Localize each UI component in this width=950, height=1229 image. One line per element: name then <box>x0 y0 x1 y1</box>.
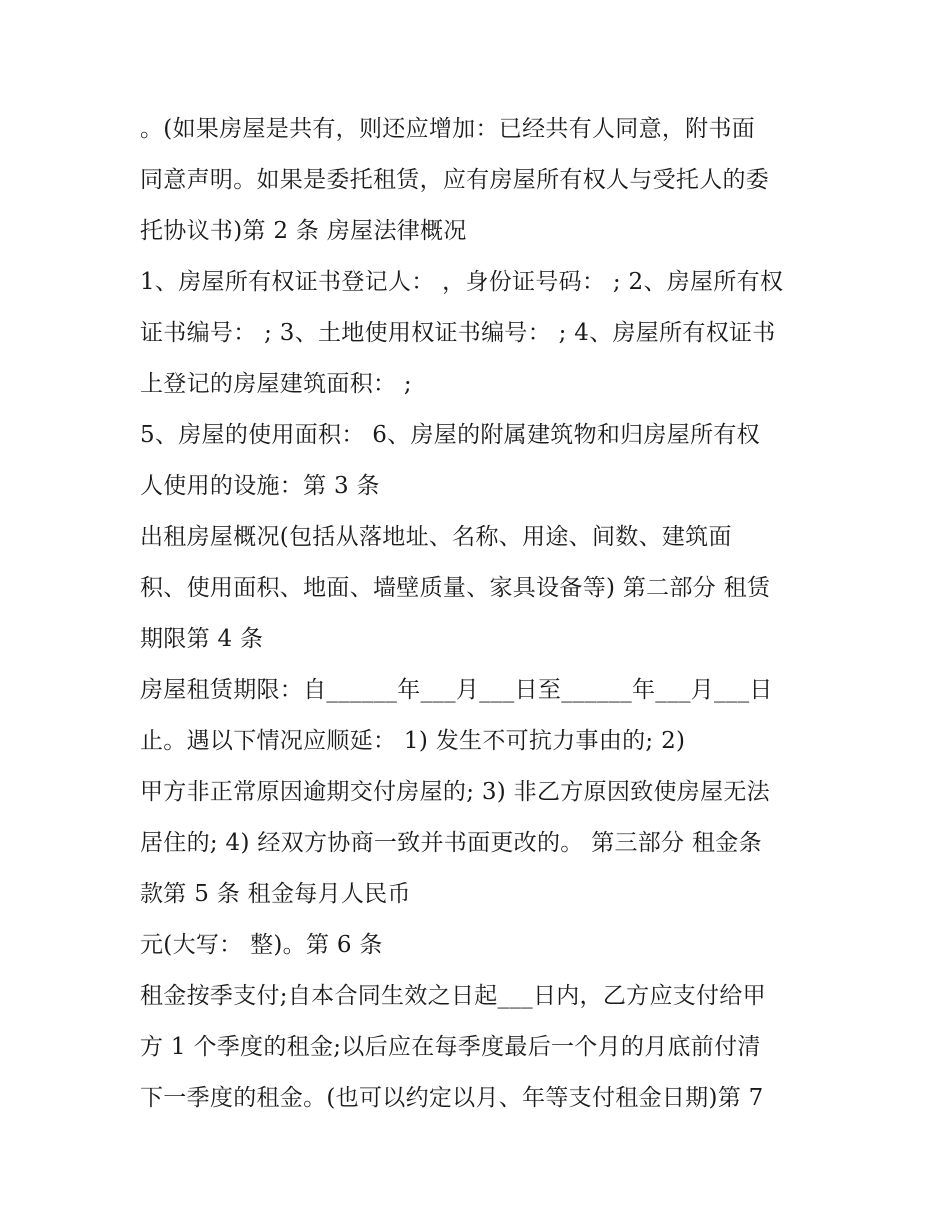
text-line: 同意声明。如果是委托租赁，应有房屋所有权人与受托人的委 <box>140 167 770 193</box>
text-line: 租金按季支付;自本合同生效之日起___日内，乙方应支付给甲 <box>140 983 766 1009</box>
text-line: 期限第 4 条 <box>140 626 264 652</box>
text-line: 甲方非正常原因逾期交付房屋的; 3) 非乙方原因致使房屋无法 <box>140 779 770 805</box>
text-line: 止。遇以下情况应顺延： 1) 发生不可抗力事由的; 2) <box>140 728 686 754</box>
text-line: 积、使用面积、地面、墙壁质量、家具设备等) 第二部分 租赁 <box>140 575 771 601</box>
text-line: 。(如果房屋是共有，则还应增加：已经共有人同意，附书面 <box>140 116 756 142</box>
text-line: 人使用的设施：第 3 条 <box>140 473 380 499</box>
text-line: 出租房屋概况(包括从落地址、名称、用途、间数、建筑面 <box>140 524 732 550</box>
text-line: 方 1 个季度的租金;以后应在每季度最后一个月的月底前付清 <box>140 1034 761 1060</box>
text-line: 元(大写： 整)。第 6 条 <box>140 932 383 958</box>
text-line: 下一季度的租金。(也可以约定以月、年等支付租金日期)第 7 <box>140 1085 764 1111</box>
text-line: 上登记的房屋建筑面积： ; <box>140 371 412 397</box>
text-line: 居住的; 4) 经双方协商一致并书面更改的。 第三部分 租金条 <box>140 830 762 856</box>
text-line: 5、房屋的使用面积： 6、房屋的附属建筑物和归房屋所有权 <box>140 422 760 448</box>
text-line: 托协议书)第 2 条 房屋法律概况 <box>140 218 467 244</box>
text-line: 款第 5 条 租金每月人民币 <box>140 881 411 907</box>
text-line: 1、房屋所有权证书登记人： ，身份证号码： ; 2、房屋所有权 <box>140 269 784 295</box>
text-line: 证书编号： ; 3、土地使用权证书编号： ; 4、房屋所有权证书 <box>140 320 776 346</box>
document-body <box>140 104 820 1124</box>
text-line: 房屋租赁期限：自______年___月___日至______年___月___日 <box>140 677 773 703</box>
